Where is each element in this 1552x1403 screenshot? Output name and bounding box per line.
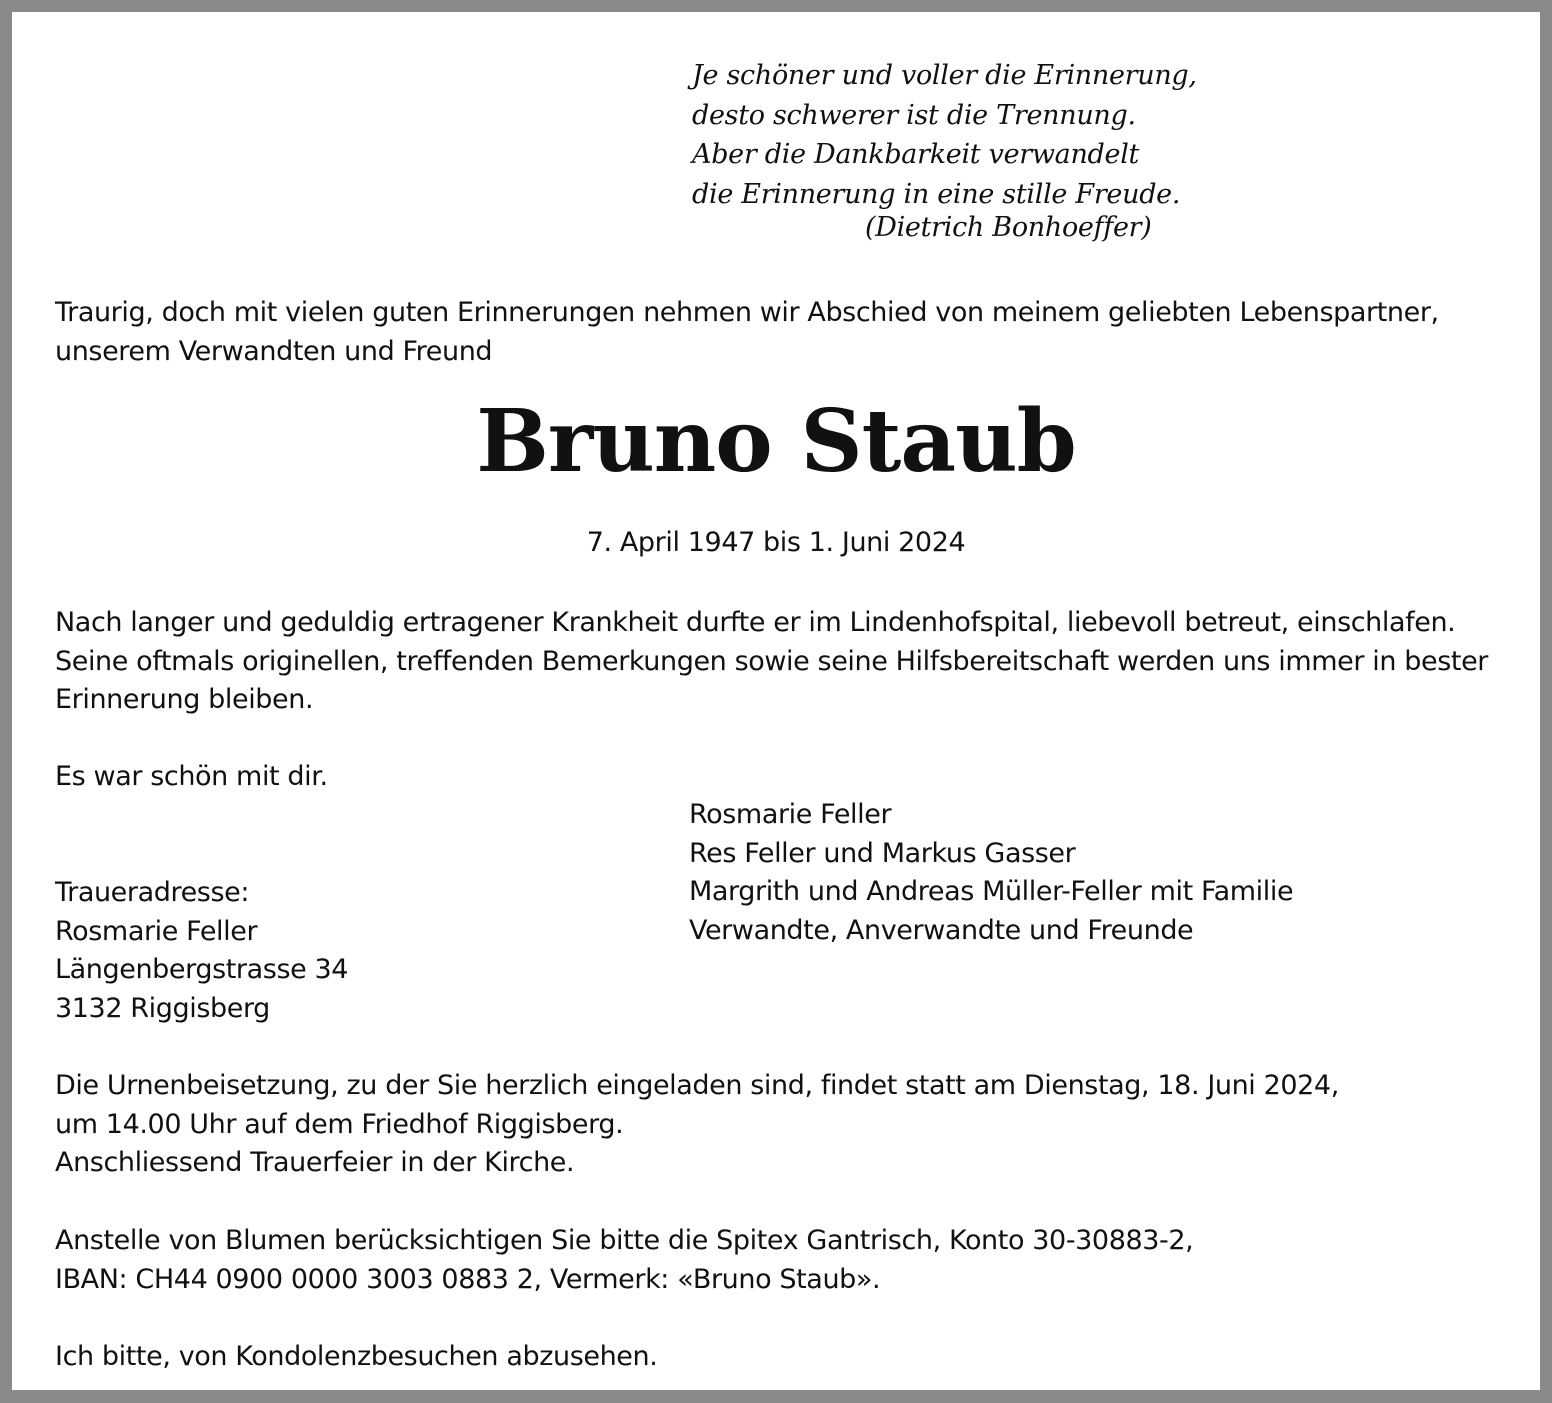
quote-author: (Dietrich Bonhoeffer) [865,212,1152,243]
mourner-name: Rosmarie Feller [689,799,892,830]
address-street: Längenbergstrasse 34 [55,954,349,985]
donation-text [55,1222,1193,1299]
mourner-name: Margrith und Andreas Müller-Feller mit Familie [689,876,1294,907]
quote-line: Je schöner und voller die Erinnerung, [692,60,1197,91]
ceremony-line: Anschliessend Trauerfeier in der Kirche. [55,1147,575,1178]
tribute-line: Erinnerung bleiben. [55,684,314,715]
intro-line: Traurig, doch mit vielen guten Erinnerungen nehmen wir Abschied von meinem geliebten Lebenspartner, [55,297,1439,328]
quote-block [692,56,1197,214]
ceremony-line: Die Urnenbeisetzung, zu der Sie herzlich eingeladen sind, findet statt am Dienstag, 18. Juni 2024, [55,1070,1339,1101]
address-name: Rosmarie Feller [55,915,258,947]
donation-line: Anstelle von Blumen berücksichtigen Sie bitte die Spitex Gantrisch, Konto 30-30883-2, [55,1225,1194,1256]
address-city: 3132 Riggisberg [55,992,270,1024]
mourner-name: Res Feller und Markus Gasser [689,837,1076,869]
ceremony-text [55,1067,1339,1183]
address-label: Traueradresse: [55,877,250,908]
tribute-text [55,604,1488,720]
donation-line: IBAN: CH44 0900 0000 3003 0883 2, Vermerk: «Bruno Staub». [55,1263,881,1295]
life-dates: 7. April 1947 bis 1. Juni 2024 [586,527,966,558]
quote-line: die Erinnerung in eine stille Freude. [692,178,1181,210]
closing-text: Ich bitte, von Kondolenzbesuchen abzusehen. [55,1341,658,1372]
mourners-list [689,796,1293,950]
ceremony-line: um 14.00 Uhr auf dem Friedhof Riggisberg. [55,1108,624,1140]
quote-line: desto schwerer ist die Trennung. [692,99,1136,131]
intro-text [55,294,1439,371]
farewell-text: Es war schön mit dir. [55,761,328,792]
tribute-line: Seine oftmals originellen, treffenden Bemerkungen sowie seine Hilfsbereitschaft werden uns immer in bester [55,645,1488,677]
mourner-name: Verwandte, Anverwandte und Freunde [689,914,1194,946]
mourning-address [55,874,348,1028]
deceased-name: Bruno Staub [476,391,1076,492]
quote-line: Aber die Dankbarkeit verwandelt [692,139,1140,170]
tribute-line: Nach langer und geduldig ertragener Krankheit durfte er im Lindenhofspital, liebevoll betreut, einschlafen. [55,607,1456,638]
obituary-card [12,12,1540,1390]
intro-line: unserem Verwandten und Freund [55,335,493,367]
